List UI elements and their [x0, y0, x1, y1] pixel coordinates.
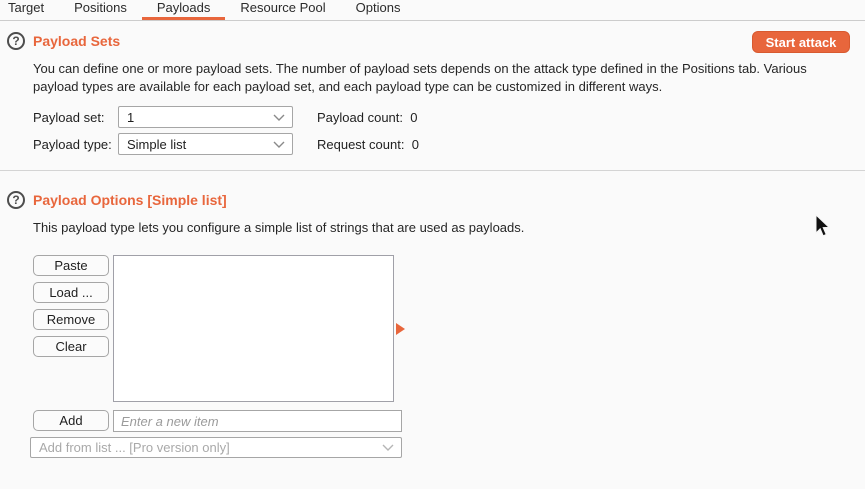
request-count-value: 0 [411, 137, 419, 152]
add-from-list-label: Add from list ... [Pro version only] [39, 440, 230, 455]
payload-options-title: Payload Options [Simple list] [33, 192, 227, 208]
chevron-down-icon [273, 141, 285, 148]
help-icon[interactable]: ? [7, 191, 25, 209]
payload-options-description: This payload type lets you configure a simple list of strings that are used as payloads. [33, 220, 525, 235]
payload-type-value: Simple list [127, 136, 187, 152]
payload-set-label: Payload set: [33, 110, 105, 125]
payload-count-value: 0 [410, 110, 418, 125]
arrow-right-icon [396, 323, 405, 335]
clear-button[interactable]: Clear [33, 336, 109, 357]
payload-count [317, 110, 417, 125]
payload-type-label: Payload type: [33, 137, 112, 152]
payload-sets-description: You can define one or more payload sets. The number of payload sets depends on the attack type defined in the Positions tab. Various payload types are available for each payload set, and each payload type can be customized in different ways. [33, 61, 807, 94]
help-icon[interactable]: ? [7, 32, 25, 50]
payload-sets-title: Payload Sets [33, 33, 121, 49]
payload-list[interactable] [113, 255, 394, 402]
tab-payloads[interactable]: Payloads [142, 0, 225, 20]
add-from-list-dropdown[interactable] [30, 437, 402, 458]
chevron-down-icon [382, 444, 394, 451]
add-button[interactable]: Add [33, 410, 109, 431]
tab-resource-pool[interactable]: Resource Pool [240, 0, 326, 15]
tab-positions[interactable]: Positions [74, 0, 127, 15]
load-button[interactable]: Load ... [33, 282, 109, 303]
remove-button[interactable]: Remove [33, 309, 109, 330]
start-attack-button[interactable]: Start attack [752, 31, 850, 53]
section-divider [0, 170, 865, 171]
payload-type-dropdown[interactable] [118, 133, 293, 155]
new-item-input[interactable] [113, 410, 402, 432]
payload-set-dropdown[interactable] [118, 106, 293, 128]
request-count [317, 137, 419, 152]
paste-button[interactable]: Paste [33, 255, 109, 276]
payload-count-label: Payload count: [317, 110, 404, 125]
mouse-cursor-icon [814, 214, 832, 243]
chevron-down-icon [273, 114, 285, 121]
tab-target[interactable]: Target [8, 0, 45, 15]
tab-bar [0, 0, 865, 21]
request-count-label: Request count: [317, 137, 405, 152]
tab-options[interactable]: Options [355, 0, 401, 15]
payload-set-value: 1 [127, 109, 135, 125]
